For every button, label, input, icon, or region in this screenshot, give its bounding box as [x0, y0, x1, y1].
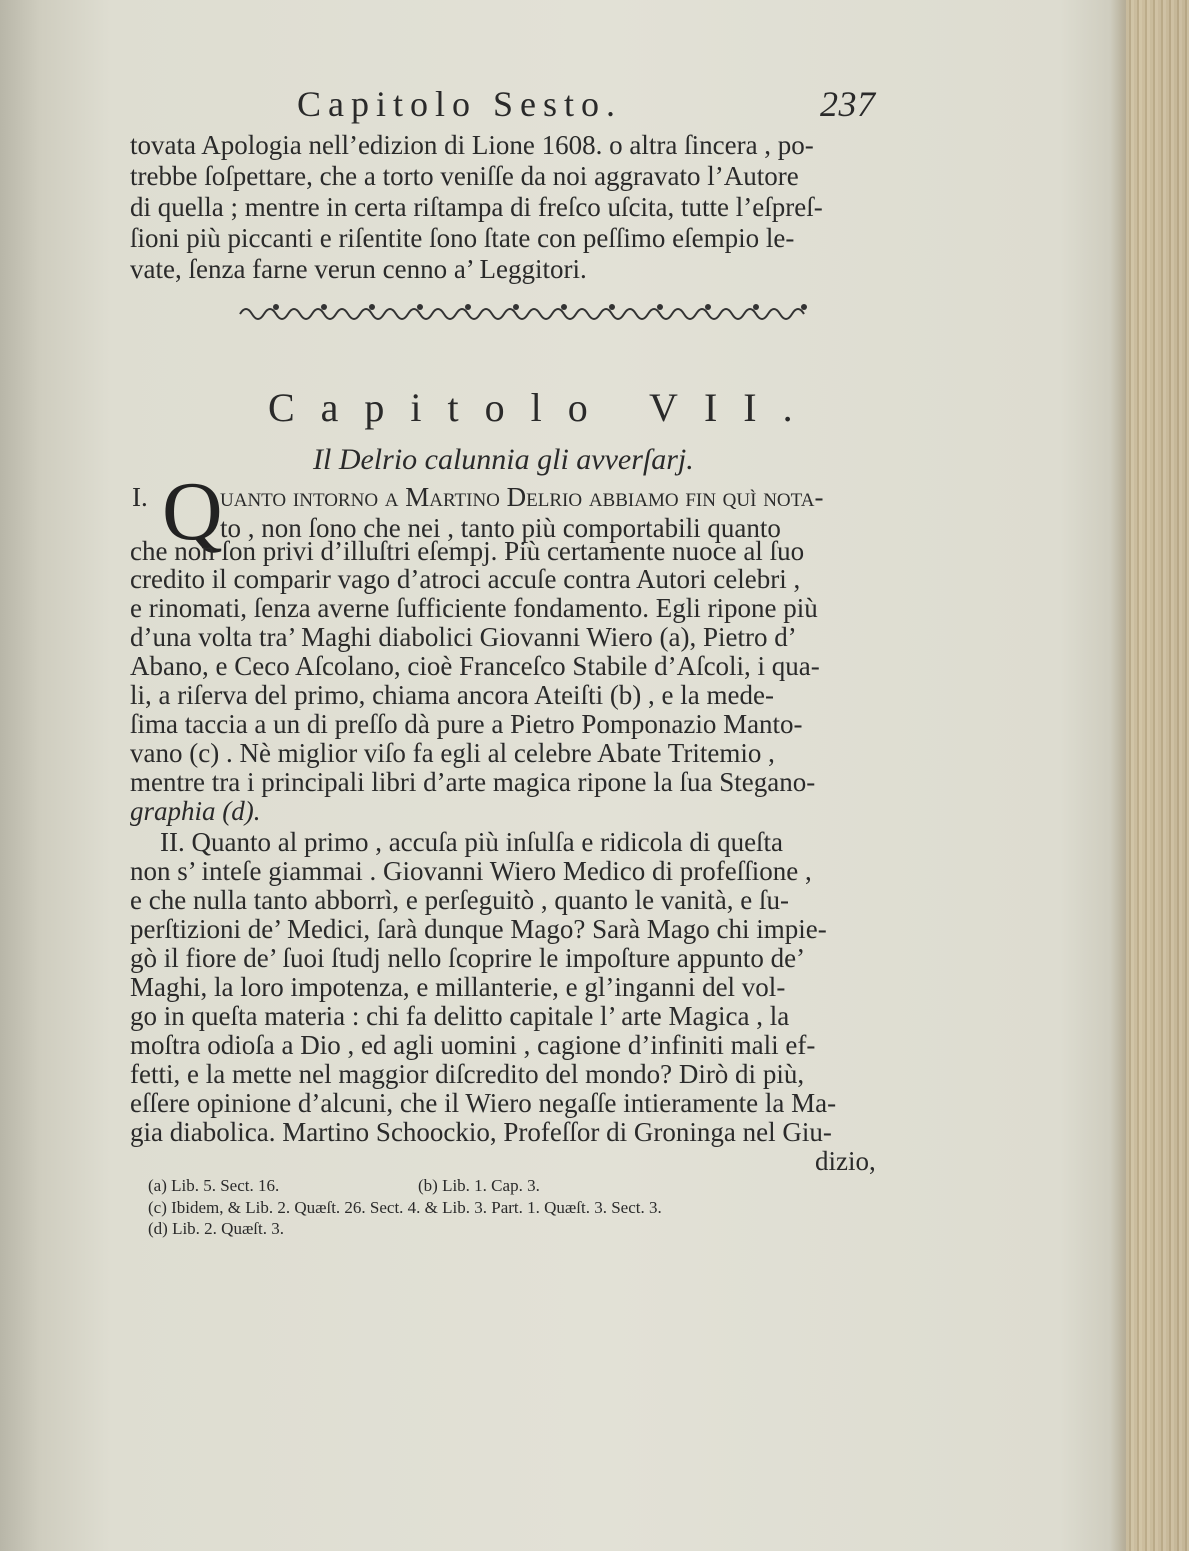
page-number: 237: [820, 84, 876, 124]
footnote-c: (c) Ibidem, & Lib. 2. Quæſt. 26. Sect. 4. & Lib. 3. Part. 1. Quæſt. 3. Sect. 3.: [148, 1198, 662, 1217]
drop-cap: Q: [162, 465, 223, 558]
chapter-subtitle: Il Delrio calunnia gli avverſarj.: [313, 443, 694, 476]
ornament-rule: [236, 298, 812, 324]
running-head-title: Capitolo Sesto.: [297, 84, 623, 124]
book-fore-edge: [1126, 0, 1189, 1551]
chapter-heading: Capitolo VII.: [268, 385, 819, 430]
footnote-b: (b) Lib. 1. Cap. 3.: [418, 1176, 540, 1195]
footnote-a: (a) Lib. 5. Sect. 16.: [148, 1176, 280, 1195]
footnote-d: (d) Lib. 2. Quæſt. 3.: [148, 1219, 284, 1238]
footnote-line: [0, 1220, 1189, 1271]
book-page: Capitolo Sesto. 237 tovata Apologia nell’edizion di Lione 1608. o altra ſincera , po- trebbe ſoſpettare, che a torto veniſſe da noi aggravato l’Autore di quella ; mentre in certa riſtampa di freſco uſcita, tutte l’eſpreſ- ſioni più piccanti e riſentite ſono ſtate con peſſimo eſempio le- vate, ſenza farne verun cenno a’ Leggitori. Capitolo VII. Il Delrio calunnia gli avverſarj. I. Q uanto intorno a Martino Delrio abbiamo fin quì nota- to , non ſono che nei , tanto più comportabili quanto che non ſon privi d’illuſtri eſempj. Più certamente nuoce al ſuo credito il comparir vago d’atroci accuſe contra Autori celebri , e rinomati, ſenza averne ſufficiente fondamento. Egli ripone più d’una volta tra’ Maghi diabolici Giovanni Wiero (a), Pietro d’ Abano, e Ceco Aſcolano, cioè Franceſco Stabile d’Aſcoli, i qua- li, a riſerva del primo, chiama ancora Ateiſti (b) , e la mede- ſima taccia a un di preſſo dà pure a Pietro Pomponazio Manto- vano (c) . Nè miglior viſo fa egli al celebre Abate Tritemio , mentre tra i principali libri d’arte magica ripone la ſua Stegano- graphia (d). II. Quanto al primo , accuſa più inſulſa e ridicola di queſta non s’ inteſe giammai . Giovanni Wiero Medico di profeſſione , e che nulla tanto abborrì, e perſeguitò , quanto le vanità, e ſu- perſtizioni de’ Medici, ſarà dunque Mago? Sarà Mago chi impie- gò il fiore de’ ſuoi ſtudj nello ſcoprire le impoſture appunto de’ Maghi, la loro impotenza, e millanterie, e gl’inganni del vol- go in queſta materia : chi fa delitto capitale l’ arte Magica , la moſtra odioſa a Dio , ed agli uomini , cagione d’infiniti mali ef- fetti, e la mette nel maggior diſcredito del mondo? Dirò di più, eſſere opinione d’alcuni, che il Wiero negaſſe intieramente la Ma- gia diabolica. Martino Schoockio, Profeſſor di Groninga nel Giu- dizio, (a) Lib. 5. Sect. 16. (b) Lib. 1. Cap. 3. (c) Ibidem, & Lib. 2. Quæſt. 26. Sect. 4. & Lib. 3. Part. 1. Quæſt. 3. Sect. 3. (d) Lib. 2. Quæſt. 3.: [0, 0, 1189, 1551]
